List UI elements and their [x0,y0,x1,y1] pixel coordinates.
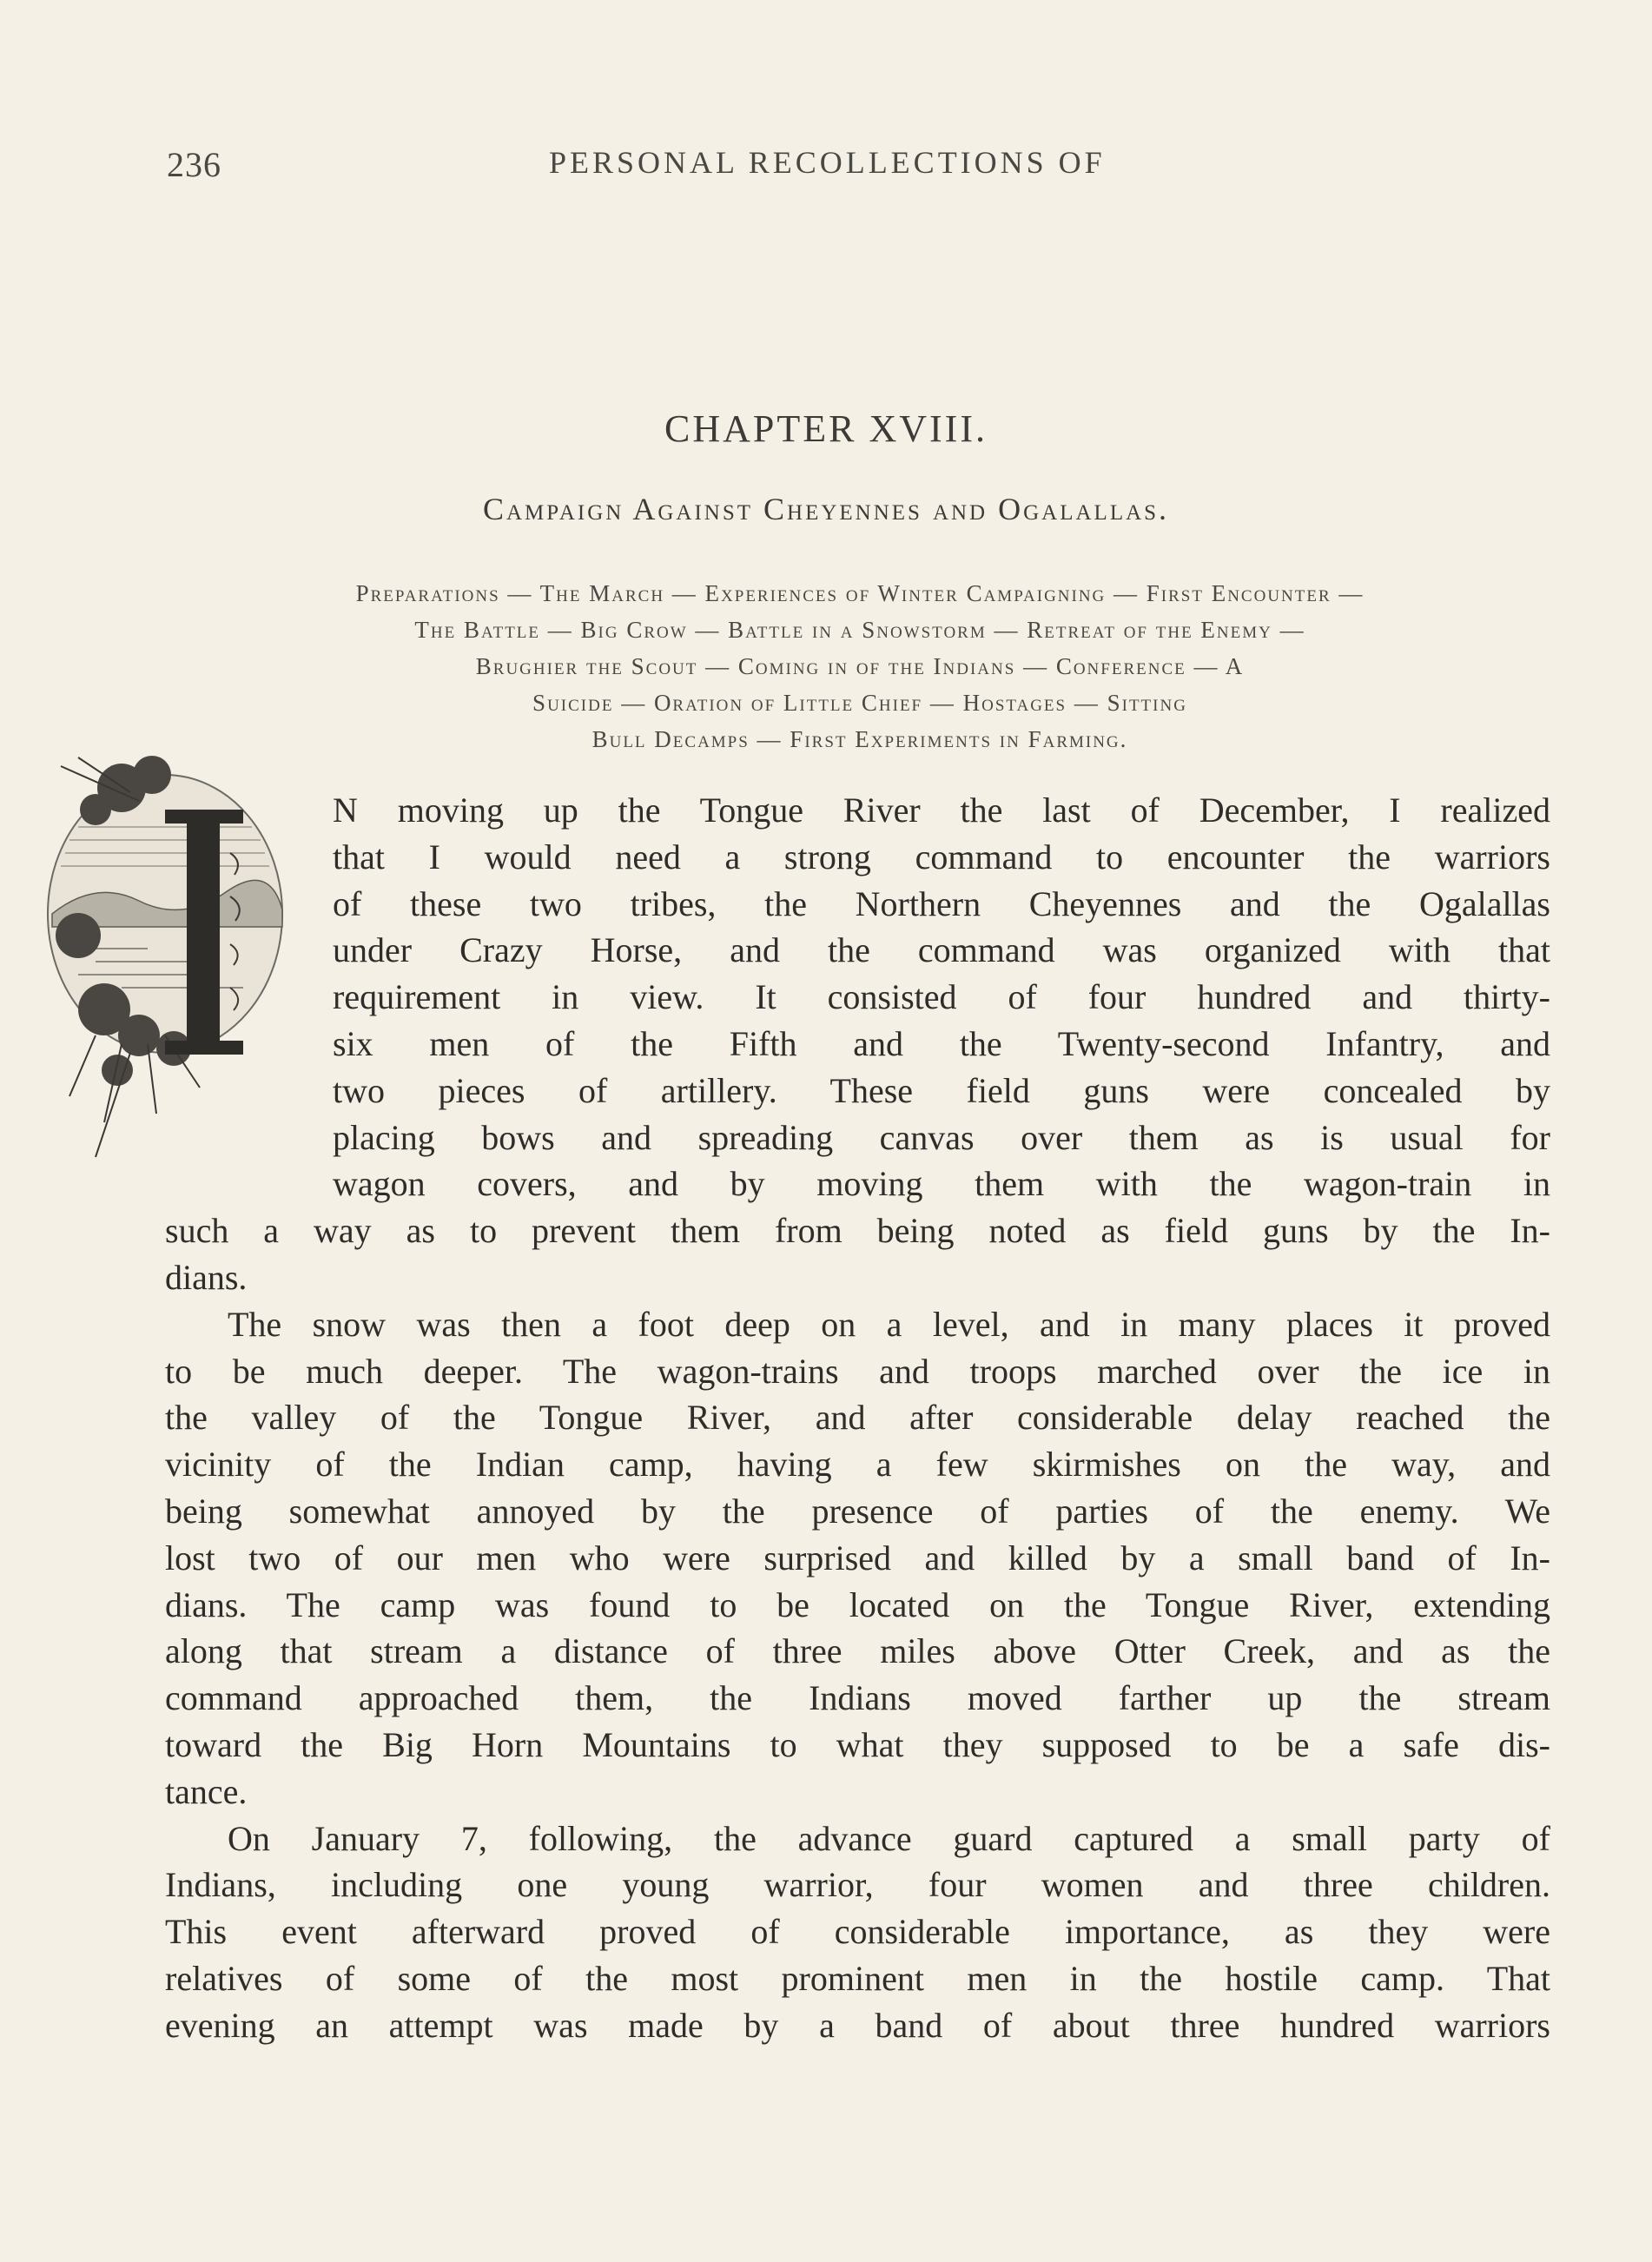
text-line: to be much deeper. The wagon-trains and troops marched over the ice in [165,1351,1550,1391]
text-line: placing bows and spreading canvas over them as is usual for [333,1117,1550,1157]
text-line: toward the Big Horn Mountains to what they supposed to be a safe dis- [165,1724,1550,1764]
synopsis-line: Bull Decamps — First Experiments in Farming. [591,726,1128,752]
text-line: vicinity of the Indian camp, having a few skirmishes on the way, and [165,1445,1550,1485]
text-line: dians. [165,1257,248,1297]
text-line: evening an attempt was made by a band of about three hundred warriors [165,2005,1550,2045]
text-line: under Crazy Horse, and the command was organized with that [333,930,1550,970]
text-line: of these two tribes, the Northern Cheyennes and the Ogalallas [333,883,1550,923]
synopsis-line: Suicide — Oration of Little Chief — Hostages — Sitting [532,690,1187,716]
text-line: being somewhat annoyed by the presence of parties of the enemy. We [165,1491,1550,1531]
text-line: such a way as to prevent them from being noted as field guns by the In- [165,1211,1550,1251]
text-line: lost two of our men who were surprised and killed by a small band of In- [165,1538,1550,1577]
text-line: This event afterward proved of considerable importance, as they were [165,1912,1550,1952]
running-title: PERSONAL RECOLLECTIONS OF [549,145,1106,180]
text-line: relatives of some of the most prominent men in the hostile camp. That [165,1958,1550,1998]
text-line: dians. The camp was found to be located on the Tongue River, extending [165,1584,1550,1624]
text-line: command approached them, the Indians moved farther up the stream [165,1678,1550,1718]
body-text [165,787,1550,2049]
text-line: six men of the Fifth and the Twenty-second Infantry, and [333,1023,1550,1063]
text-line: two pieces of artillery. These field guns were concealed by [333,1070,1550,1110]
chapter-subtitle: Campaign Against Cheyennes and Ogalallas. [482,492,1170,526]
text-line: the valley of the Tongue River, and after considerable delay reached the [165,1398,1550,1438]
synopsis-line: The Battle — Big Crow — Battle in a Snowstorm — Retreat of the Enemy — [414,617,1305,643]
text-line: requirement in view. It consisted of four hundred and thirty- [333,977,1550,1017]
text-line: N moving up the Tongue River the last of December, I realized [333,790,1550,830]
chapter-synopsis [165,575,1555,757]
text-line: Indians, including one young warrior, four women and three children. [165,1865,1550,1905]
text-line: wagon covers, and by moving them with the wagon-train in [333,1164,1550,1204]
text-line: On January 7, following, the advance guard captured a small party of [228,1818,1550,1858]
text-line: The snow was then a foot deep on a level, and in many places it proved [228,1304,1550,1344]
text-line: tance. [165,1771,248,1811]
text-line: along that stream a distance of three miles above Otter Creek, and as the [165,1631,1550,1671]
text-line: that I would need a strong command to encounter the warriors [333,837,1550,876]
running-head [167,144,1556,196]
synopsis-line: Brughier the Scout — Coming in of the Indians — Conference — A [475,653,1245,679]
page-number: 236 [167,145,221,184]
synopsis-line: Preparations — The March — Experiences of Winter Campaigning — First Encounter — [355,580,1365,606]
chapter-title: CHAPTER XVIII. [664,407,988,450]
